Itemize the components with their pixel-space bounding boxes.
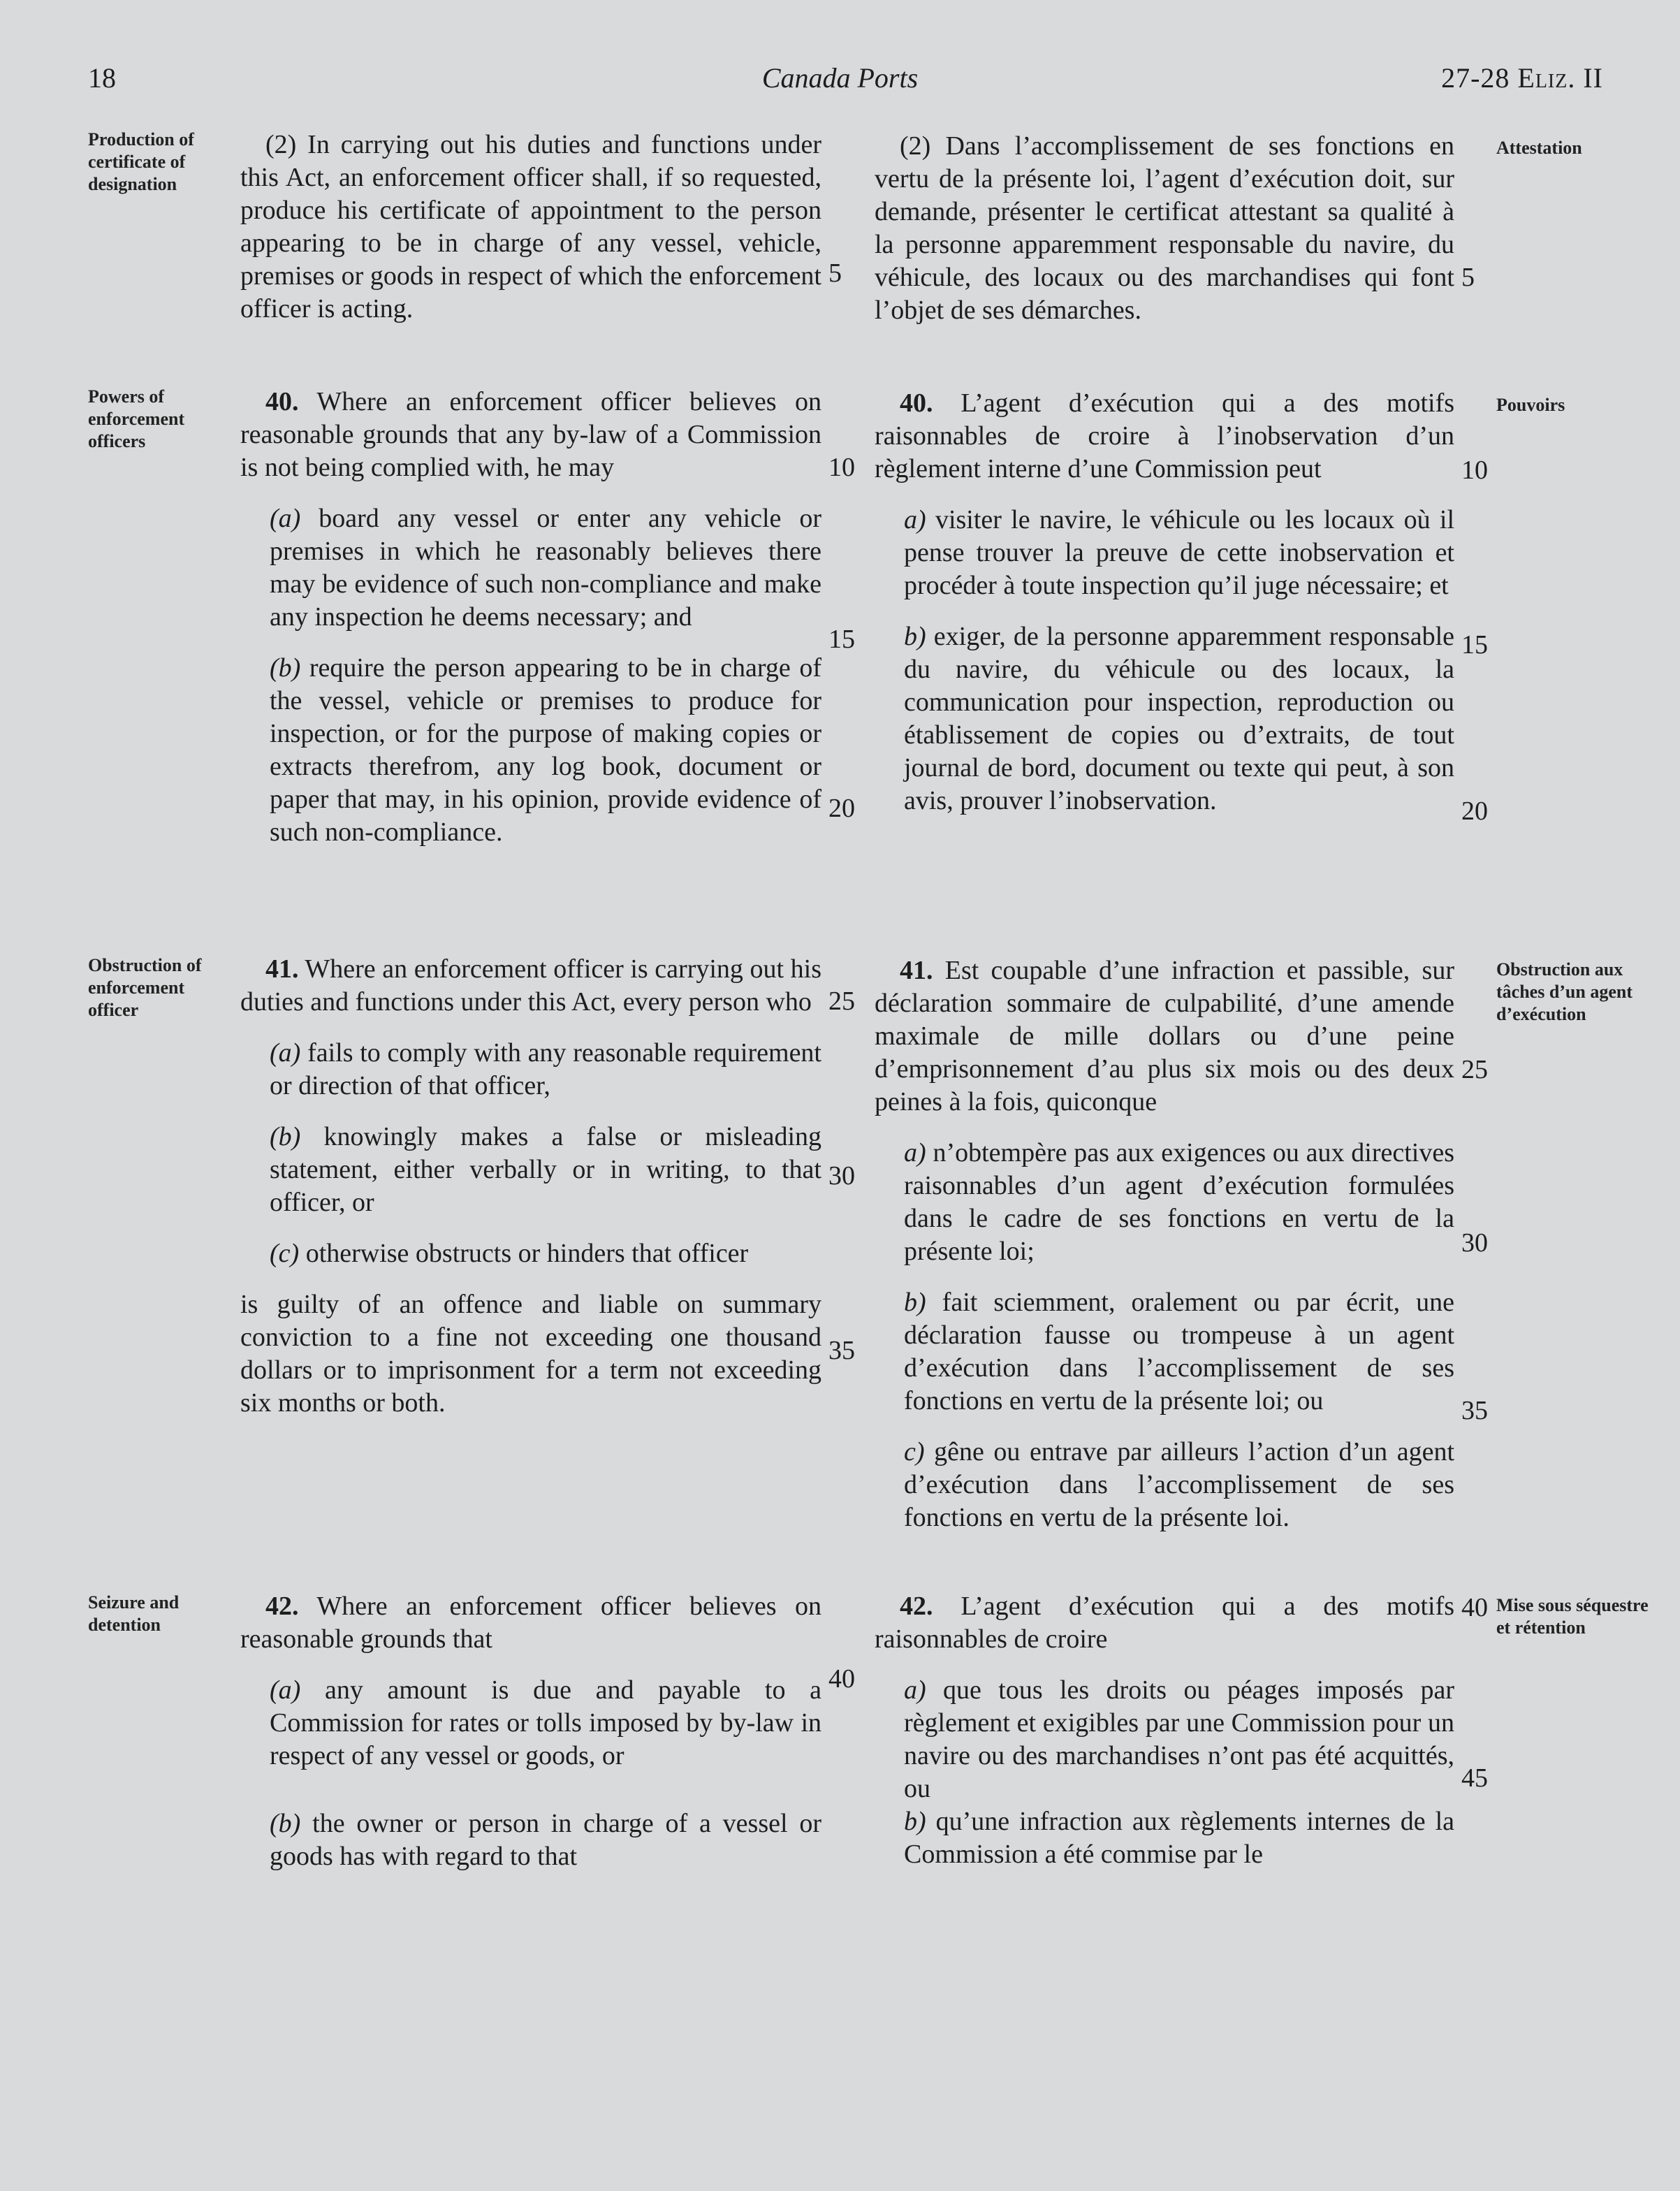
- line-number: 15: [828, 625, 855, 654]
- item-label: b): [904, 1288, 926, 1317]
- margin-note-en: Production of certificate of designation: [88, 129, 194, 194]
- item-text: otherwise obstructs or hinders that officer: [305, 1239, 749, 1268]
- intro-text: Where an enforcement officer believes on reasonable grounds that any by-law of a Commission is not being complied with, he may: [240, 387, 821, 482]
- list-item: [875, 1674, 1454, 1805]
- list-item: [875, 504, 1454, 602]
- item-text: fait sciemment, oralement ou par écrit, une déclaration fausse ou trompeuse à un agent d’exécution dans l’accomplissement de ses fonctions en vertu de la présente loi; ou: [904, 1288, 1454, 1415]
- section-number: 42.: [265, 1592, 299, 1621]
- line-number: 30: [1461, 1228, 1488, 1258]
- english-text: [240, 386, 821, 849]
- item-label: (b): [270, 1122, 301, 1151]
- list-item: [875, 620, 1454, 817]
- paragraph: [240, 953, 821, 1019]
- list-item: [875, 1137, 1454, 1268]
- line-number: 15: [1461, 630, 1488, 660]
- margin-note-fr: Attestation: [1496, 138, 1582, 158]
- line-number: 20: [828, 794, 855, 823]
- line-number: 40: [1461, 1593, 1488, 1622]
- intro-text: Where an enforcement officer is carrying out his duties and functions under this Act, every person who: [240, 954, 821, 1017]
- paragraph: [240, 1590, 821, 1656]
- section-number: 42.: [900, 1592, 933, 1621]
- paragraph: [875, 387, 1454, 486]
- margin-note-en: Obstruction of enforcement officer: [88, 955, 202, 1020]
- item-text: board any vessel or enter any vehicle or premises in which he reasonably believes there may be evidence of such non-compliance and make any inspection he deems necessary; and: [270, 504, 821, 632]
- line-number: 35: [1461, 1396, 1488, 1425]
- regnal-year: 27-28 Eliz. II: [1441, 62, 1603, 94]
- item-text: the owner or person in charge of a vessel or goods has with regard to that: [270, 1809, 822, 1871]
- paragraph: (2) In carrying out his duties and functions under this Act, an enforcement officer shall, if so requested, produce his certificate of appointment to the person appearing to be in charge of any vessel, vehicle, premises or goods in respect of which the enforcement officer is acting.: [240, 130, 821, 323]
- intro-text: Where an enforcement officer believes on reasonable grounds that: [240, 1592, 821, 1654]
- item-label: c): [904, 1437, 925, 1466]
- line-number: 25: [1461, 1055, 1488, 1084]
- english-text: [240, 1590, 821, 1873]
- french-text: [875, 954, 1454, 1534]
- running-title: Canada Ports: [761, 62, 919, 94]
- item-text: que tous les droits ou péages imposés par règlement et exigibles par une Commission pour un navire ou des marchandises n’ont pas été acquittés, ou: [904, 1675, 1455, 1803]
- english-text: [240, 129, 821, 326]
- line-number: 35: [828, 1336, 855, 1365]
- line-number: 40: [828, 1664, 855, 1694]
- item-label: (a): [270, 1675, 301, 1705]
- line-number: 10: [1461, 456, 1488, 485]
- item-text: n’obtempère pas aux exigences ou aux directives raisonnables d’un agent d’exécution formulées dans le cadre de ses fonctions en vertu de la présente loi;: [904, 1138, 1455, 1266]
- item-text: visiter le navire, le véhicule ou les locaux où il pense trouver la preuve de cette inobservation et procéder à toute inspection qu’il juge nécessaire; et: [904, 505, 1455, 600]
- page-number: 18: [88, 62, 116, 94]
- margin-note-fr: Mise sous séquestre et rétention: [1496, 1595, 1649, 1638]
- line-number: 10: [828, 453, 855, 482]
- list-item: [240, 652, 821, 849]
- item-text: qu’une infraction aux règlements internes de la Commission a été commise par le: [904, 1807, 1454, 1869]
- line-number: 5: [828, 259, 842, 288]
- line-number: 25: [828, 987, 855, 1016]
- margin-note-fr: Obstruction aux tâches d’un agent d’exécution: [1496, 959, 1633, 1024]
- list-item: [240, 1121, 821, 1219]
- item-text: any amount is due and payable to a Commission for rates or tolls imposed by by-law in respect of any vessel or goods, or: [270, 1675, 821, 1770]
- item-text: knowingly makes a false or misleading statement, either verbally or in writing, to that officer, or: [270, 1122, 822, 1217]
- section-number: 41.: [900, 956, 933, 985]
- margin-note-fr: Pouvoirs: [1496, 395, 1565, 415]
- french-text: [875, 1590, 1454, 1871]
- line-number: 20: [1461, 796, 1488, 826]
- item-text: gêne ou entrave par ailleurs l’action d’un agent d’exécution dans l’accomplissement de ses fonctions en vertu de la présente loi.: [904, 1437, 1455, 1532]
- item-label: (b): [270, 1809, 301, 1838]
- paragraph-tail: is guilty of an offence and liable on summary conviction to a fine not exceeding one thousand dollars or to imprisonment for a term not exceeding six months or both.: [240, 1290, 821, 1418]
- list-item: [240, 1237, 821, 1270]
- french-text: [875, 130, 1454, 327]
- paragraph: [875, 954, 1454, 1119]
- list-item: [240, 502, 821, 634]
- item-label: b): [904, 1807, 926, 1836]
- list-item: [875, 1436, 1454, 1534]
- item-text: fails to comply with any reasonable requirement or direction of that officer,: [270, 1038, 821, 1100]
- list-item: [240, 1807, 821, 1873]
- list-item: [240, 1037, 821, 1102]
- item-label: b): [904, 622, 926, 651]
- margin-note-en: Powers of enforcement officers: [88, 386, 185, 451]
- paragraph: [875, 1590, 1454, 1656]
- paragraph: (2) Dans l’accomplissement de ses fonctions en vertu de la présente loi, l’agent d’exécution doit, sur demande, présenter le certificat attestant sa qualité à la personne apparemment responsable du navire, du véhicule, des locaux ou des marchandises qui font l’objet de ses démarches.: [875, 131, 1454, 325]
- item-text: require the person appearing to be in charge of the vessel, vehicle or premises to produce for inspection, or for the purpose of making copies or extracts therefrom, any log book, document or paper that may, in his opinion, provide evidence of such non-compliance.: [270, 653, 821, 847]
- french-text: [875, 387, 1454, 817]
- margin-note-en: Seizure and detention: [88, 1592, 180, 1635]
- list-item: [875, 1286, 1454, 1418]
- item-label: a): [904, 1675, 926, 1705]
- item-text: exiger, de la personne apparemment responsable du navire, du véhicule ou des locaux, la communication pour inspection, reproduction ou établissement de copies ou d’extraits, de tout journal de bord, document ou texte qui peut, à son avis, prouver l’inobservation.: [904, 622, 1455, 815]
- section-number: 41.: [265, 954, 299, 984]
- item-label: a): [904, 505, 926, 534]
- line-number: 45: [1461, 1763, 1488, 1793]
- line-number: 5: [1461, 263, 1475, 292]
- intro-text: L’agent d’exécution qui a des motifs raisonnables de croire à l’inobservation d’un règlement interne d’une Commission peut: [875, 388, 1455, 483]
- intro-text: Est coupable d’une infraction et passible, sur déclaration sommaire de culpabilité, d’une amende maximale de mille dollars ou d’une peine d’emprisonnement d’au plus six mois ou des deux peines à la fois, quiconque: [875, 956, 1454, 1116]
- item-label: (a): [270, 504, 301, 533]
- intro-text: L’agent d’exécution qui a des motifs raisonnables de croire: [875, 1592, 1455, 1654]
- item-label: a): [904, 1138, 926, 1167]
- item-label: (b): [270, 653, 301, 683]
- section-number: 40.: [900, 388, 933, 418]
- item-label: (c): [270, 1239, 300, 1268]
- list-item: [240, 1674, 821, 1773]
- line-number: 30: [828, 1161, 855, 1191]
- list-item: [875, 1805, 1454, 1871]
- section-number: 40.: [265, 387, 299, 416]
- english-text: [240, 953, 821, 1420]
- item-label: (a): [270, 1038, 301, 1068]
- paragraph: [240, 386, 821, 484]
